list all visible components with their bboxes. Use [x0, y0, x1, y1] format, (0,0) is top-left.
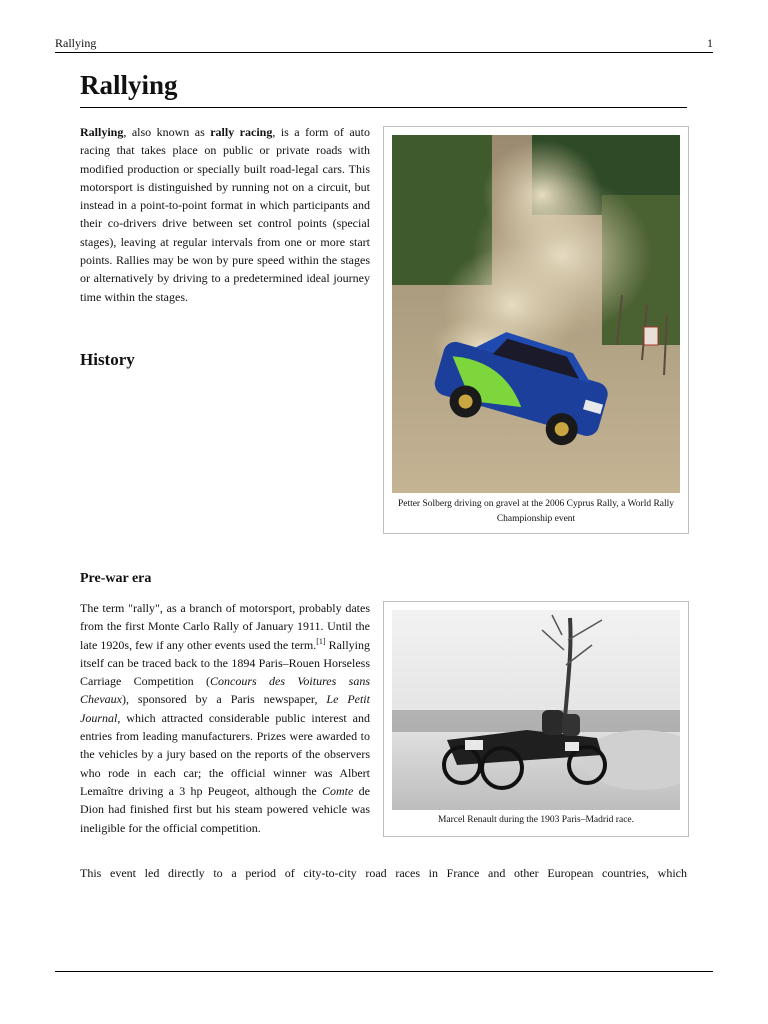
comte-word: Comte: [322, 783, 354, 798]
figure-caption: Petter Solberg driving on gravel at the 2006 Cyprus Rally, a World Rally Championship event: [397, 499, 675, 524]
footer-rule: [55, 971, 713, 972]
prewar-heading: Pre-war era: [80, 571, 152, 586]
running-title: Rallying: [55, 36, 97, 50]
figure-rally-car: [383, 126, 689, 534]
french-competition-name: Concours des Voitures sans Chevaux: [80, 674, 370, 707]
running-header: [55, 36, 713, 53]
page-title: Rallying: [80, 70, 687, 108]
figure-renault: [383, 601, 689, 837]
page-number: 1: [707, 36, 713, 50]
newspaper-name: Le Petit Journal: [80, 692, 370, 725]
term-rally-racing: rally racing: [210, 125, 273, 139]
history-heading: History: [80, 350, 135, 369]
renault-car-image[interactable]: [392, 610, 680, 810]
intro-paragraph: Rallying, also known as rally racing, is a form of auto racing that takes place on public or private roads with modified production or specially built road-legal cars. This motorsport is distinguished by running not on a circuit, but instead in a point-to-point format in which participants and their co-drivers drive between set control points (special stages), leaving at regular intervals from one or more start points. Rallies may be won by pure speed within the stages or alternatively by driving to a predetermined ideal journey time within the stages.: [80, 125, 370, 304]
citation-ref[interactable]: [1]: [316, 636, 326, 646]
term-rallying: Rallying: [80, 125, 124, 139]
figure-caption: Marcel Renault during the 1903 Paris–Madrid race.: [437, 815, 634, 825]
continuing-paragraph: This event led directly to a period of city-to-city road races in France and other European countries, which: [80, 866, 687, 880]
prewar-paragraph: The term "rally", as a branch of motorsport, probably dates from the first Monte Carlo Rally of January 1911. Until the late 1920s, few if any other events used the term.[1] Rallying itself can be traced back to the 1894 Paris–Rouen Horseless Carriage Competition (Concours des Voitures sans Chevaux), sponsored by a Paris newspaper, Le Petit Journal, which attracted considerable public interest and entries from leading manufacturers. Prizes were awarded to the vehicles by a jury based on the reports of the observers who rode in each car; the official winner was Albert Lemaître driving a 3 hp Peugeot, although the Comte de Dion had finished first but his steam powered vehicle was ineligible for the official competition.: [80, 601, 370, 835]
rally-car-image[interactable]: [392, 135, 680, 493]
